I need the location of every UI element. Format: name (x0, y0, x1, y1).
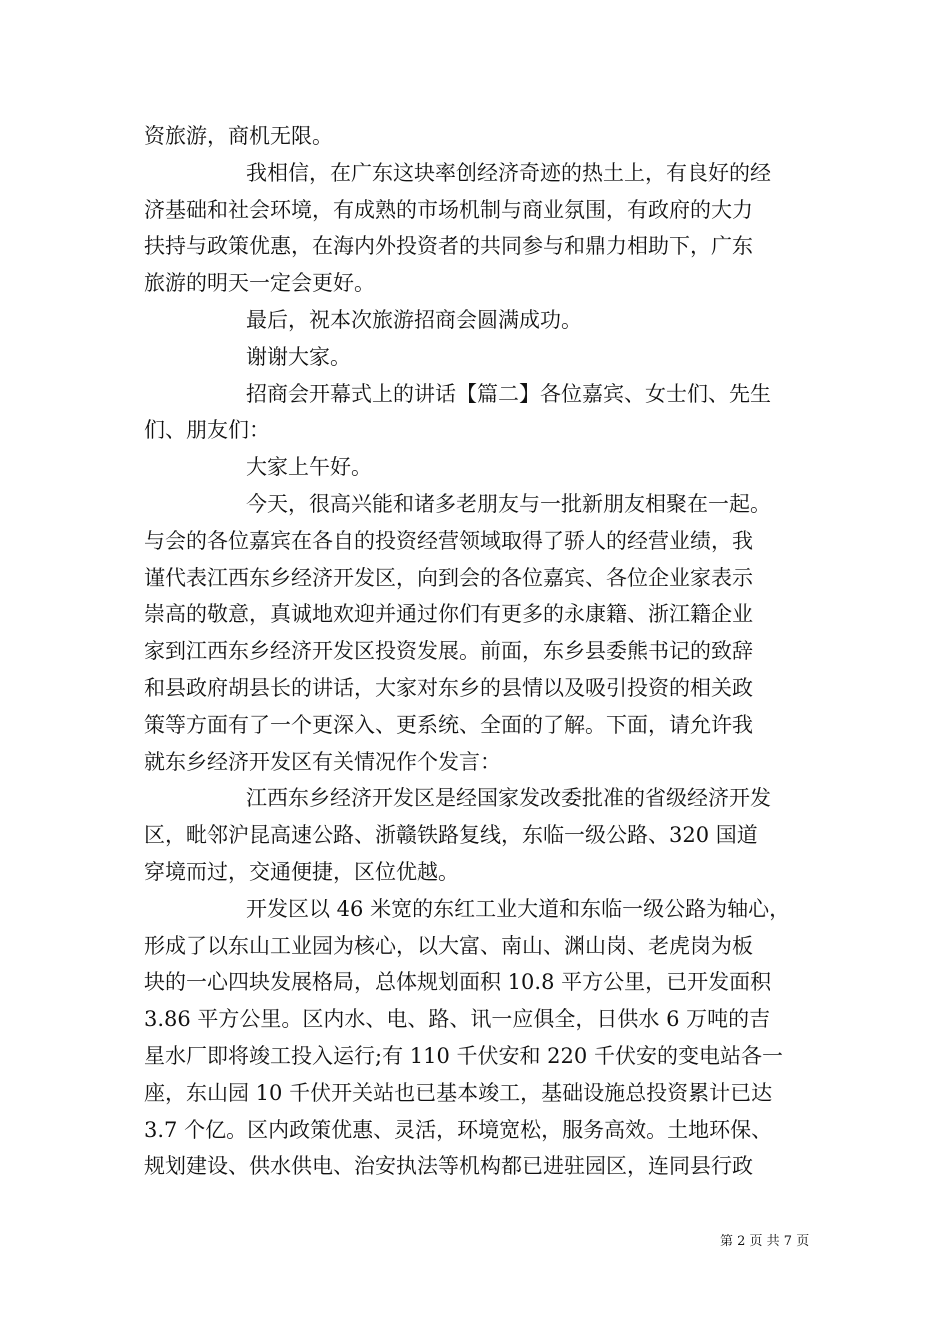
text-line: 就东乡经济开发区有关情况作个发言： (144, 749, 501, 774)
text-line: 策等方面有了一个更深入、更系统、全面的了解。下面，请允许我 (144, 712, 753, 737)
text-line: 谢谢大家。 (246, 344, 351, 369)
text-line: 扶持与政策优惠，在海内外投资者的共同参与和鼎力相助下，广东 (144, 234, 753, 259)
text-line: 我相信，在广东这块率创经济奇迹的热土上，有良好的经 (246, 160, 771, 185)
text-line: 大家上午好。 (246, 455, 372, 480)
text-line: 江西东乡经济开发区是经国家发改委批准的省级经济开发 (246, 786, 771, 811)
text-line: 3.86 平方公里。区内水、电、路、讯一应俱全，日供水 6 万吨的吉 (144, 1007, 771, 1032)
text-line: 星水厂即将竣工投入运行;有 110 千伏安和 220 千伏安的变电站各一 (144, 1043, 783, 1068)
text-line: 和县政府胡县长的讲话，大家对东乡的县情以及吸引投资的相关政 (144, 675, 753, 700)
text-line: 谨代表江西东乡经济开发区，向到会的各位嘉宾、各位企业家表示 (144, 565, 753, 590)
text-line: 招商会开幕式上的讲话【篇二】各位嘉宾、女士们、先生 (246, 381, 771, 406)
text-line: 与会的各位嘉宾在各自的投资经营领域取得了骄人的经营业绩，我 (144, 528, 753, 553)
text-line: 济基础和社会环境，有成熟的市场机制与商业氛围，有政府的大力 (144, 197, 753, 222)
text-line: 区，毗邻沪昆高速公路、浙赣铁路复线，东临一级公路、320 国道 (144, 823, 758, 848)
text-line: 3.7 个亿。区内政策优惠、灵活，环境宽松，服务高效。土地环保、 (144, 1117, 773, 1142)
text-line: 资旅游，商机无限。 (144, 124, 333, 148)
text-line: 最后，祝本次旅游招商会圆满成功。 (246, 307, 582, 332)
page-footer: 第 2 页 共 7 页 (720, 1234, 810, 1249)
text-line: 崇高的敬意，真诚地欢迎并通过你们有更多的永康籍、浙江籍企业 (144, 602, 753, 627)
text-line: 座，东山园 10 千伏开关站也已基本竣工，基础设施总投资累计已达 (144, 1080, 773, 1105)
text-line: 们、朋友们： (144, 418, 270, 443)
text-line: 块的一心四块发展格局，总体规划面积 10.8 平方公里，已开发面积 (144, 970, 772, 995)
text-line: 形成了以东山工业园为核心，以大富、南山、渊山岗、老虎岗为板 (144, 933, 753, 958)
body-text (144, 118, 812, 1185)
text-line: 开发区以 46 米宽的东红工业大道和东临一级公路为轴心， (246, 896, 791, 921)
text-line: 家到江西东乡经济开发区投资发展。前面，东乡县委熊书记的致辞 (144, 639, 753, 664)
text-line: 穿境而过，交通便捷，区位优越。 (144, 859, 459, 884)
text-line: 规划建设、供水供电、治安执法等机构都已进驻园区，连同县行政 (144, 1154, 753, 1179)
text-line: 今天，很高兴能和诸多老朋友与一批新朋友相聚在一起。 (246, 491, 771, 516)
text-line: 旅游的明天一定会更好。 (144, 271, 375, 296)
